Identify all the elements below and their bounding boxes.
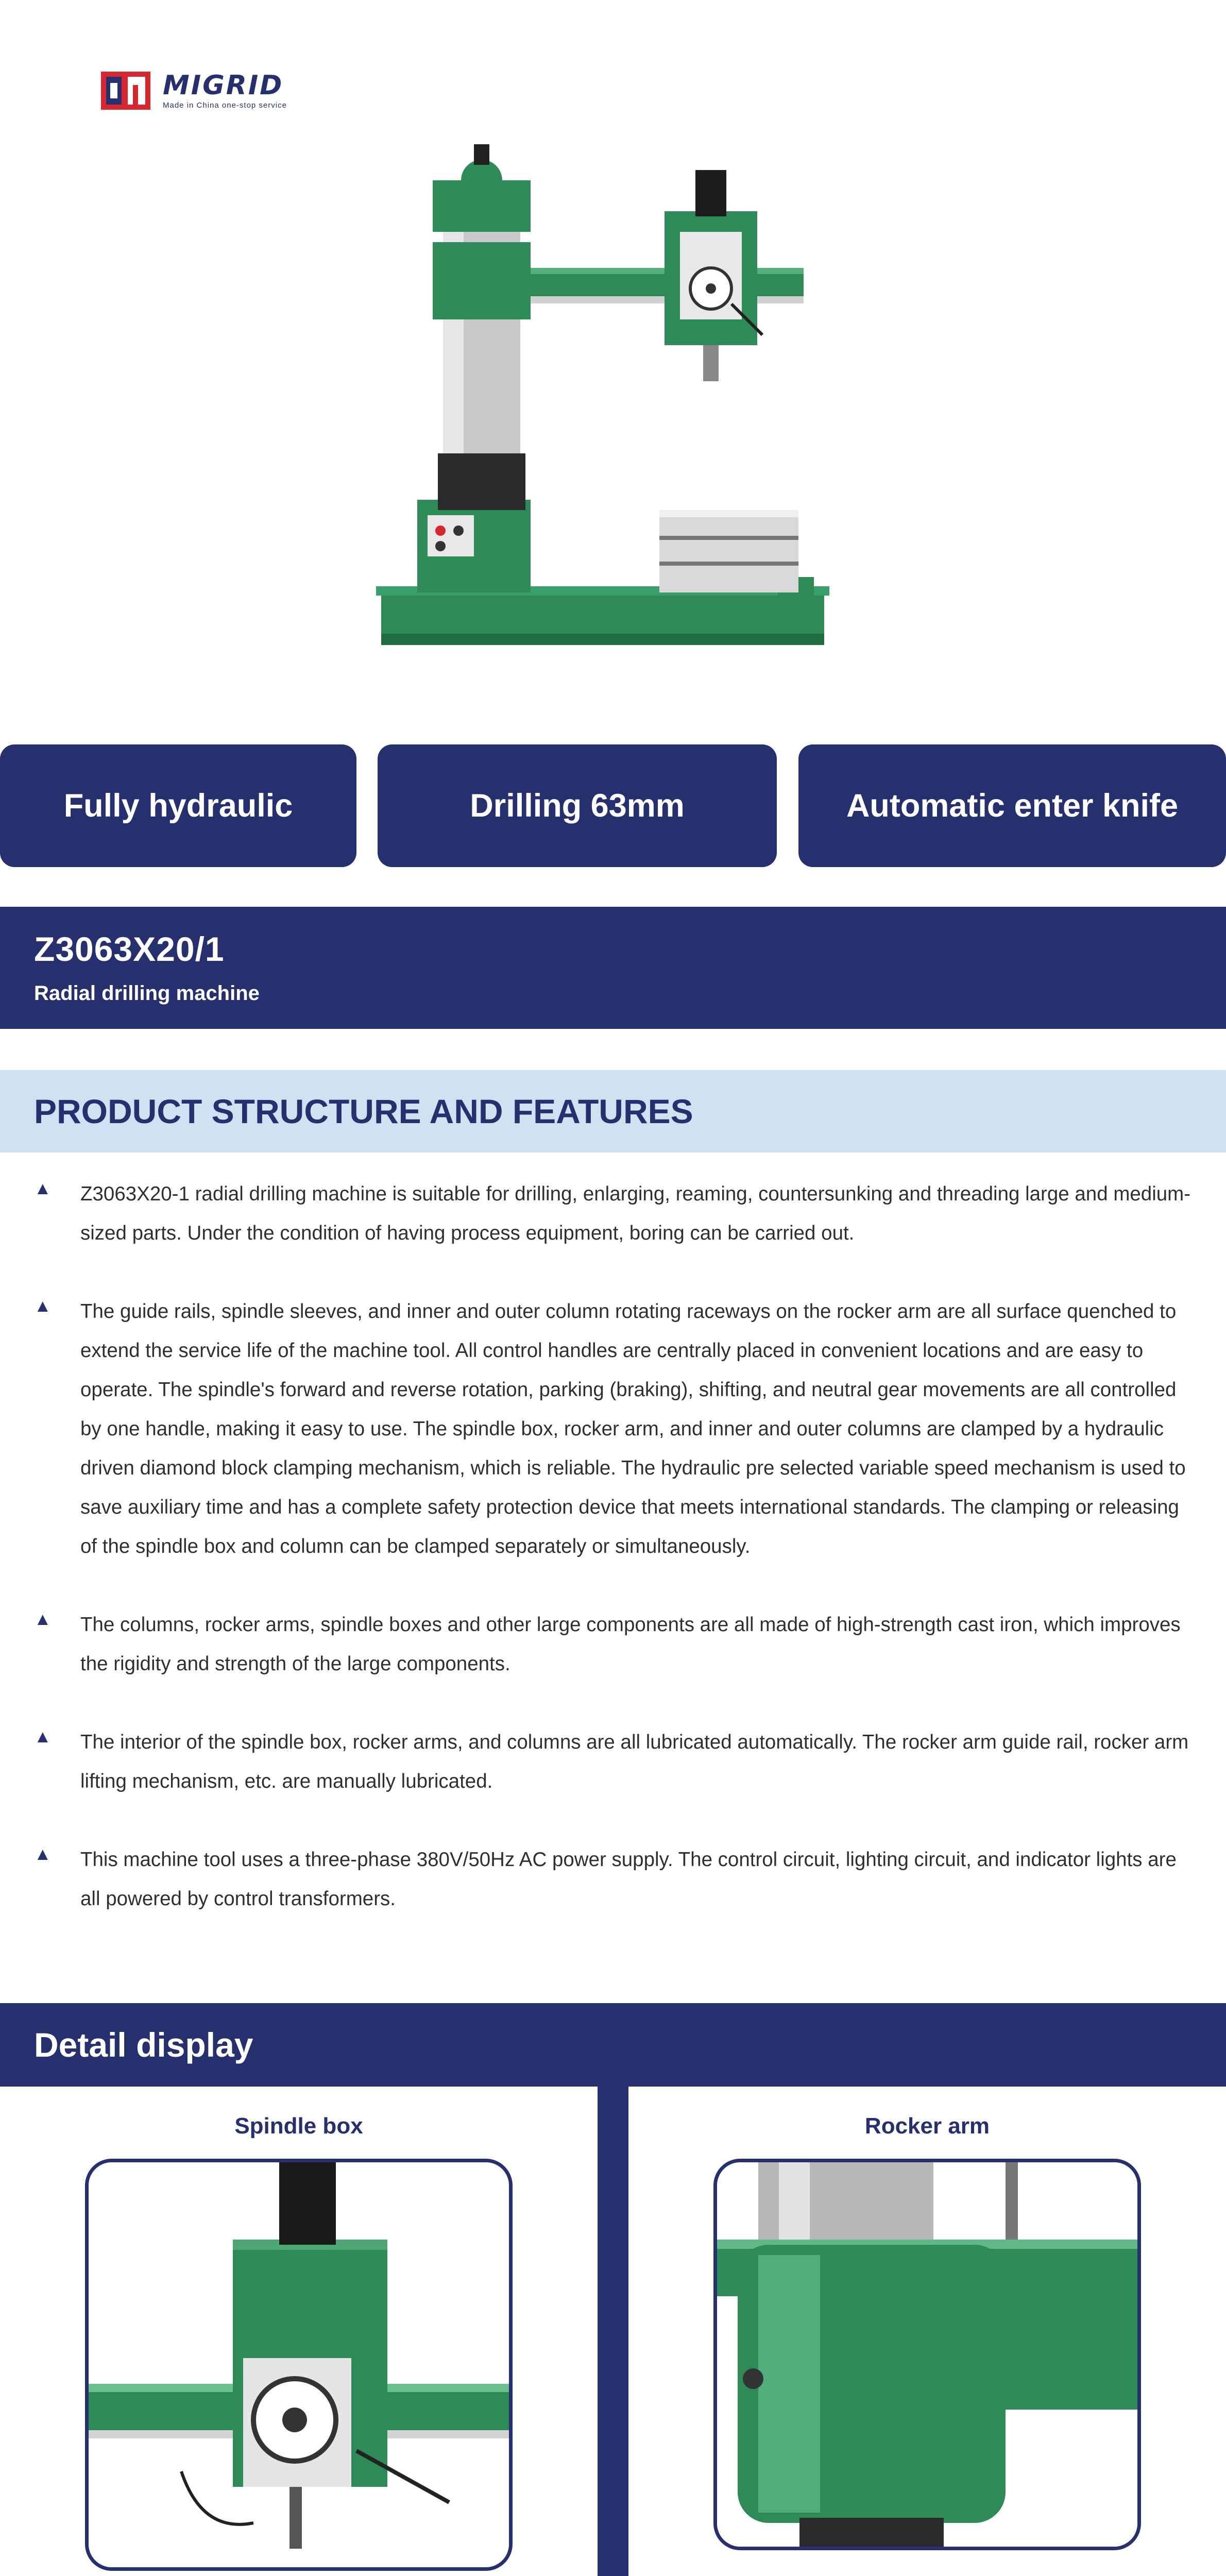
structure-heading: PRODUCT STRUCTURE AND FEATURES bbox=[0, 1070, 1226, 1153]
detail-card-spindle-box bbox=[0, 2087, 598, 2576]
triangle-bullet-icon: ▲ bbox=[34, 1609, 52, 1629]
card-title: Rocker arm bbox=[864, 2113, 990, 2139]
triangle-bullet-icon: ▲ bbox=[34, 1844, 52, 1864]
list-item: ▲ This machine tool uses a three-phase 380V/50Hz AC power supply. The control circuit, lighting circuit, and indicator lights are all powered by control transformers. bbox=[34, 1840, 1193, 1919]
product-title-band bbox=[0, 907, 1226, 1029]
triangle-bullet-icon: ▲ bbox=[34, 1179, 52, 1198]
feature-pill-drilling: Drilling 63mm bbox=[378, 744, 777, 867]
brand-tagline: Made in China one-stop service bbox=[163, 100, 287, 110]
triangle-bullet-icon: ▲ bbox=[34, 1296, 52, 1316]
feature-pill-hydraulic: Fully hydraulic bbox=[0, 744, 356, 867]
detail-heading: Detail display bbox=[0, 2003, 1226, 2087]
list-item: ▲ The columns, rocker arms, spindle boxes and other large components are all made of high-strength cast iron, which improves the rigidity and strength of the large components. bbox=[34, 1605, 1193, 1684]
logo-mark-icon bbox=[101, 67, 150, 114]
brand-name: MIGRID bbox=[163, 70, 284, 101]
rocker-arm-image bbox=[713, 2159, 1141, 2550]
spindle-box-image bbox=[85, 2159, 513, 2571]
list-item: ▲ The interior of the spindle box, rocker arms, and columns are all lubricated automatically. The rocker arm guide rail, rocker arm lifting mechanism, etc. are manually lubricated. bbox=[34, 1723, 1193, 1801]
brand-logo[interactable] bbox=[101, 66, 287, 115]
card-title: Spindle box bbox=[234, 2113, 363, 2139]
product-type: Radial drilling machine bbox=[34, 982, 260, 1005]
feature-list bbox=[34, 1175, 1193, 1958]
product-model: Z3063X20/1 bbox=[34, 930, 225, 968]
list-item: ▲ Z3063X20-1 radial drilling machine is suitable for drilling, enlarging, reaming, countersunking and threading large and medium-sized parts. Under the condition of having process equipment, boring can be carried out. bbox=[34, 1175, 1193, 1253]
detail-card-rocker-arm bbox=[628, 2087, 1226, 2576]
list-item: ▲ The guide rails, spindle sleeves, and inner and outer column rotating raceways on the rocker arm are all surface quenched to extend the service life of the machine tool. All control handles are centrally placed in convenient locations and are easy to operate. The spindle's forward and reverse rotation, parking (braking), shifting, and neutral gear movements are all controlled by one handle, making it easy to use. The spindle box, rocker arm, and inner and outer columns are clamped by a hydraulic driven diamond block clamping mechanism, which is reliable. The hydraulic pre selected variable speed mechanism is used to save auxiliary time and has a complete safety protection device that meets international standards. The clamping or releasing of the spindle box and column can be clamped separately or simultaneously. bbox=[34, 1292, 1193, 1566]
feature-pill-auto-knife: Automatic enter knife bbox=[798, 744, 1226, 867]
triangle-bullet-icon: ▲ bbox=[34, 1727, 52, 1747]
hero-machine-image bbox=[361, 139, 855, 659]
